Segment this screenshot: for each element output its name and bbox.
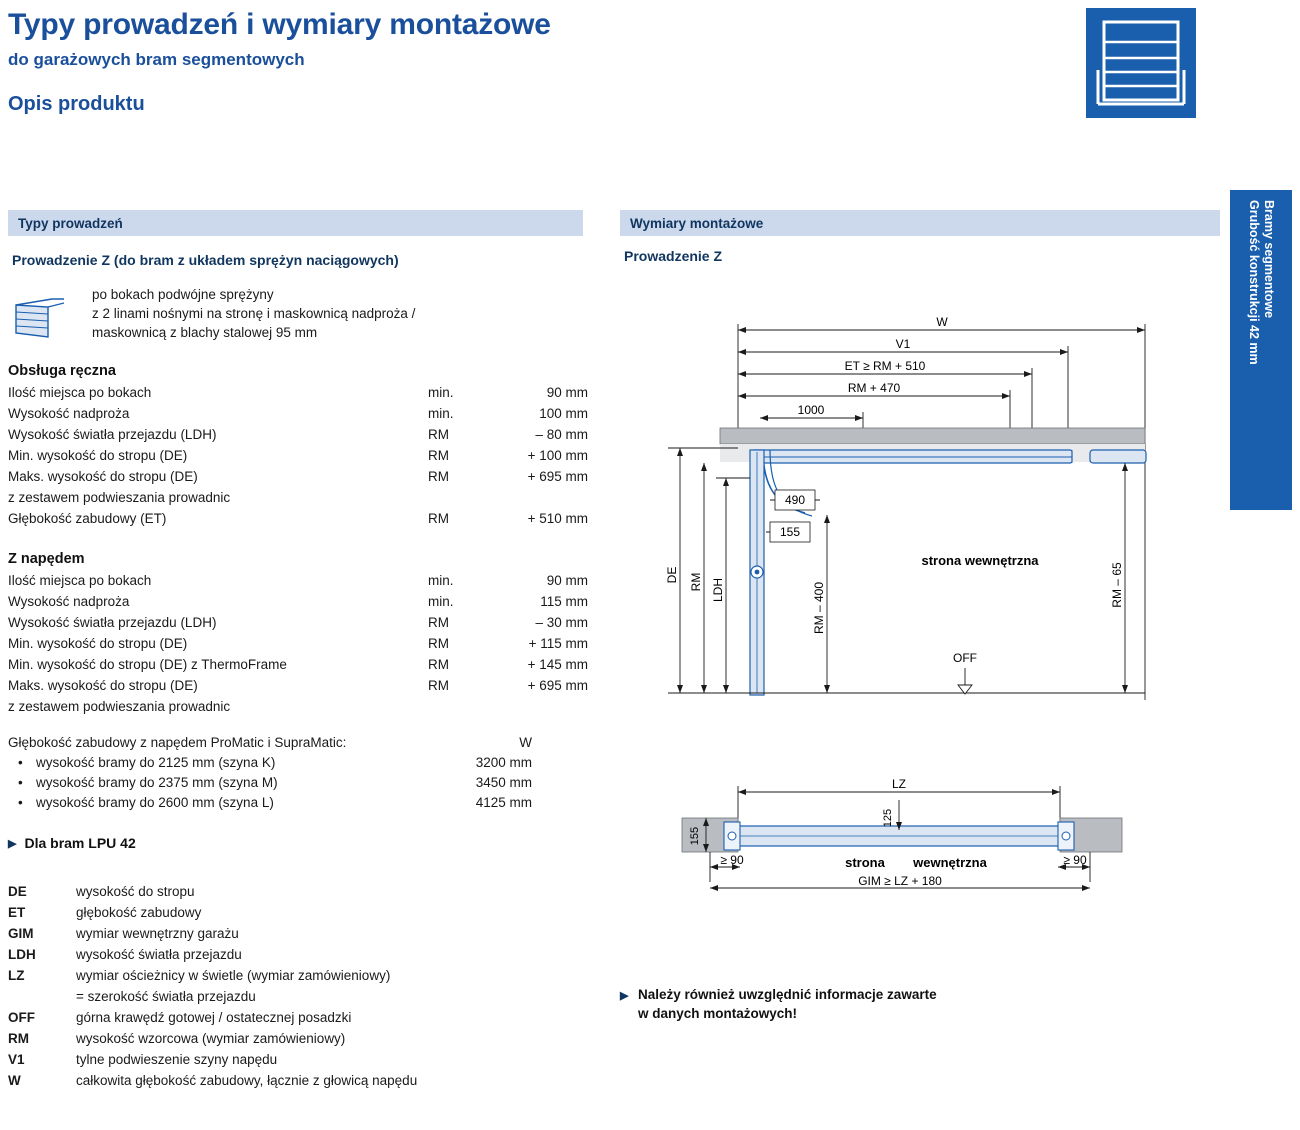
label-inner-side: strona wewnętrzna <box>921 553 1039 568</box>
table-row: Ilość miejsca po bokach min. 90 mm <box>8 385 588 400</box>
manual-heading: Obsługa ręczna <box>8 363 116 379</box>
dim-gim: GIM ≥ LZ + 180 <box>858 874 942 888</box>
section-bar-left: Typy prowadzeń <box>8 210 583 236</box>
table-row: Wysokość nadproża min. 115 mm <box>8 594 588 609</box>
list-item <box>8 944 588 965</box>
door-track-icon <box>8 295 72 335</box>
depth-item-label: wysokość bramy do 2375 mm (szyna M) <box>36 775 278 790</box>
legend-value: całkowita głębokość zabudowy, łącznie z głowicą napędu <box>76 1073 418 1088</box>
dim-155: 155 <box>779 525 801 539</box>
legend-value: tylne podwieszenie szyny napędu <box>76 1052 278 1067</box>
left-column <box>8 285 588 1091</box>
depth-item-value: 3450 mm <box>475 775 532 790</box>
triangle-right-icon: ▶ <box>8 837 17 850</box>
legend-value: = szerokość światła przejazdu <box>76 989 256 1004</box>
bullet-icon: • <box>18 795 23 810</box>
page-section-title: Opis produktu <box>8 93 145 115</box>
diagram-plan-view <box>620 770 1230 930</box>
legend-value: wysokość światła przejazdu <box>76 947 242 962</box>
list-item <box>8 1028 588 1049</box>
table-row: Wysokość światła przejazdu (LDH) RM – 80 mm <box>8 427 588 442</box>
side-tab-line1: Bramy segmentowe <box>1262 200 1276 319</box>
legend-value: wymiar wewnętrzny garażu <box>76 926 239 941</box>
manual-spec-table <box>8 382 588 529</box>
legend-value: wysokość wzorcowa (wymiar zamówieniowy) <box>76 1031 346 1046</box>
footnote-line-1: Należy również uwzględnić informacje zawarte <box>638 987 937 1002</box>
dim-rm65: RM – 65 <box>1110 562 1124 608</box>
legend-key: LDH <box>8 947 36 962</box>
list-item <box>8 773 588 793</box>
legend-key: RM <box>8 1031 29 1046</box>
dim-et: ET ≥ RM + 510 <box>844 359 926 373</box>
garage-door-icon <box>1086 8 1196 118</box>
intro-line-1: po bokach podwójne sprężyny <box>92 287 274 302</box>
depth-item-label: wysokość bramy do 2600 mm (szyna L) <box>36 795 274 810</box>
list-item <box>8 965 588 986</box>
legend-key: LZ <box>8 968 25 983</box>
lpu-note <box>8 835 588 851</box>
depth-item-label: wysokość bramy do 2125 mm (szyna K) <box>36 755 276 770</box>
table-row: Maks. wysokość do stropu (DE) RM + 695 mm <box>8 678 588 693</box>
lpu-note-label: Dla bram LPU 42 <box>24 835 136 851</box>
list-item <box>8 1049 588 1070</box>
diagram-side-view <box>620 300 1230 730</box>
dim-1000: 1000 <box>797 403 825 417</box>
left-sub-title: Prowadzenie Z (do bram z układem sprężyn naciągowych) <box>12 252 399 268</box>
section-bar-right: Wymiary montażowe <box>620 210 1220 236</box>
bullet-icon: • <box>18 775 23 790</box>
legend-key: ET <box>8 905 26 920</box>
table-row: Min. wysokość do stropu (DE) RM + 115 mm <box>8 636 588 651</box>
dim-left-gap: ≥ 90 <box>720 853 744 867</box>
dim-lz: LZ <box>891 777 907 791</box>
legend-key: W <box>8 1073 21 1088</box>
legend-value: wymiar ościeżnicy w świetle (wymiar zamówieniowy) <box>76 968 391 983</box>
dim-rm400: RM – 400 <box>812 581 826 635</box>
legend-key: GIM <box>8 926 34 941</box>
dim-rm470: RM + 470 <box>847 381 901 395</box>
page-title: Typy prowadzeń i wymiary montażowe <box>8 8 551 41</box>
footnote-line-2: w danych montażowych! <box>638 1006 798 1021</box>
right-sub-title: Prowadzenie Z <box>624 248 723 264</box>
side-tab-line2: Grubość konstrukcji 42 mm <box>1247 200 1261 365</box>
side-tab <box>1230 190 1292 510</box>
depth-item-value: 3200 mm <box>475 755 532 770</box>
triangle-right-icon: ▶ <box>620 990 629 1002</box>
table-row: z zestawem podwieszania prowadnic <box>8 490 231 505</box>
legend-key: V1 <box>8 1052 25 1067</box>
table-row: Min. wysokość do stropu (DE) z ThermoFrame RM + 145 mm <box>8 657 588 672</box>
list-item <box>8 753 588 773</box>
label-inner-2: wewnętrzna <box>913 855 987 870</box>
table-row: Głębokość zabudowy (ET) RM + 510 mm <box>8 511 588 526</box>
dim-w: W <box>936 315 948 329</box>
intro-line-3: maskownicą z blachy stalowej 95 mm <box>92 325 318 340</box>
bullet-icon: • <box>18 755 23 770</box>
dim-155-plan: 155 <box>689 826 701 846</box>
intro-line-2: z 2 linami nośnymi na stronę i maskownicą nadproża / <box>92 306 416 321</box>
table-row: Wysokość nadproża min. 100 mm <box>8 406 588 421</box>
dim-125: 125 <box>882 808 894 828</box>
list-item <box>8 902 588 923</box>
depth-block <box>8 733 588 813</box>
dim-v1: V1 <box>895 337 911 351</box>
dim-right-gap: ≥ 90 <box>1063 853 1087 867</box>
table-row: z zestawem podwieszania prowadnic <box>8 699 231 714</box>
depth-item-value: 4125 mm <box>475 795 532 810</box>
label-inner-1: strona <box>845 855 885 870</box>
legend-value: górna krawędź gotowej / ostatecznej posadzki <box>76 1010 352 1025</box>
list-item <box>8 1070 588 1091</box>
legend-list <box>8 881 588 1091</box>
list-item <box>8 793 588 813</box>
table-row: Min. wysokość do stropu (DE) RM + 100 mm <box>8 448 588 463</box>
dim-de: DE <box>665 566 679 584</box>
legend-value: głębokość zabudowy <box>76 905 202 920</box>
powered-spec-table <box>8 570 588 717</box>
list-item <box>8 1007 588 1028</box>
intro-block <box>8 285 588 357</box>
dim-ldh: LDH <box>711 577 725 603</box>
legend-key: OFF <box>8 1010 35 1025</box>
depth-unit: W <box>519 735 532 750</box>
label-off: OFF <box>953 651 977 665</box>
powered-heading: Z napędem <box>8 551 85 567</box>
dim-490: 490 <box>784 493 806 507</box>
list-item <box>8 923 588 944</box>
legend-key: DE <box>8 884 27 899</box>
footnote <box>620 985 1220 1023</box>
page-subtitle: do garażowych bram segmentowych <box>8 50 305 69</box>
table-row: Maks. wysokość do stropu (DE) RM + 695 mm <box>8 469 588 484</box>
list-item <box>8 881 588 902</box>
table-row: Wysokość światła przejazdu (LDH) RM – 30 mm <box>8 615 588 630</box>
depth-title: Głębokość zabudowy z napędem ProMatic i SupraMatic: <box>8 735 347 750</box>
legend-value: wysokość do stropu <box>76 884 195 899</box>
list-item <box>8 986 588 1007</box>
dim-rm: RM <box>689 572 703 592</box>
table-row: Ilość miejsca po bokach min. 90 mm <box>8 573 588 588</box>
depth-title-row <box>8 733 588 753</box>
